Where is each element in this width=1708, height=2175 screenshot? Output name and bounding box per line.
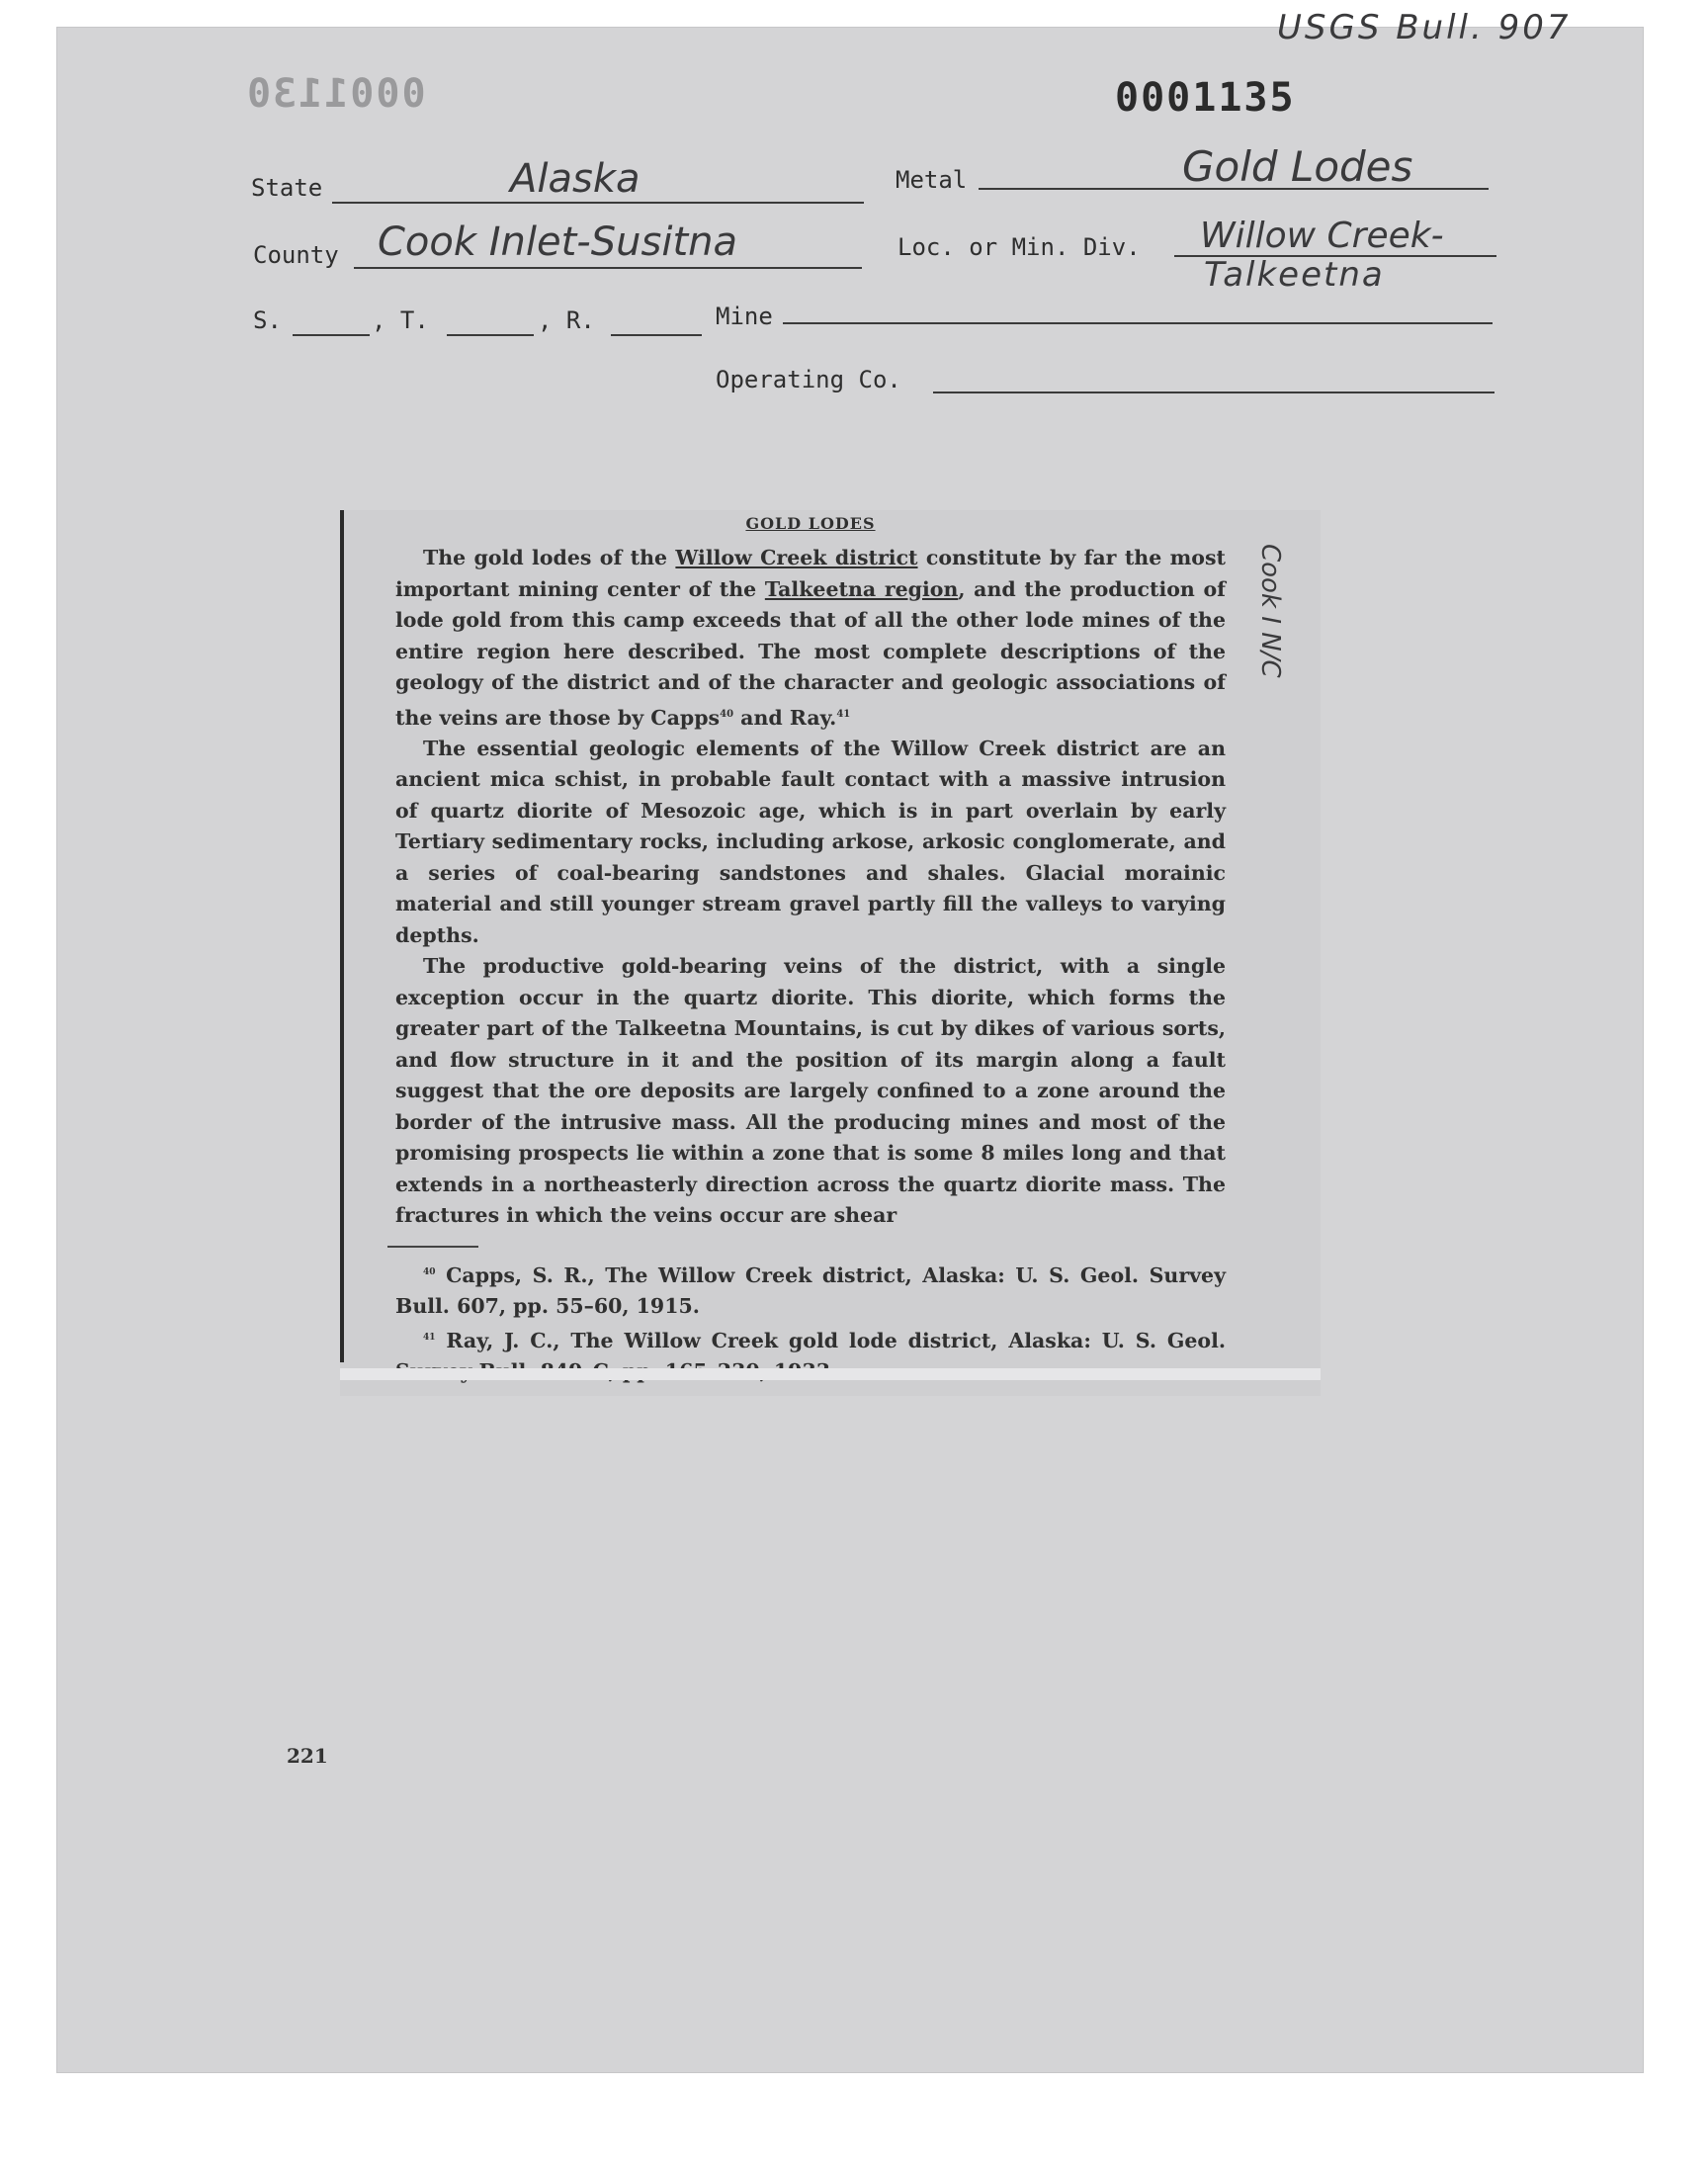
- clipping-left-rule: [340, 510, 344, 1362]
- clipping-bottom-edge: [340, 1368, 1321, 1380]
- willow-creek-underlined: Willow Creek district: [675, 546, 918, 569]
- state-label: State: [251, 174, 323, 202]
- county-value: Cook Inlet-Susitna: [378, 219, 737, 265]
- loc-label: Loc. or Min. Div.: [897, 233, 1141, 261]
- ref-40: 40: [720, 708, 734, 720]
- township-label: , T.: [372, 306, 429, 334]
- metal-label: Metal: [896, 166, 968, 194]
- footnote-rule: [387, 1246, 478, 1248]
- side-note: Cook I N/C: [1255, 544, 1285, 678]
- township-line: [447, 334, 534, 336]
- bulletin-note: USGS Bull. 907: [1277, 8, 1572, 47]
- loc-value-line1: Willow Creek-: [1200, 216, 1444, 256]
- clipping-heading: GOLD LODES: [745, 514, 876, 533]
- talkeetna-underlined: Talkeetna region: [764, 576, 959, 601]
- section-line: [293, 334, 370, 336]
- paragraph-1: The gold lodes of the Willow Creek district constitute by far the most important mining center of the Talkeetna region, and the production of lode gold from this camp exceeds that of all the other lode mines of the entire region here described. The most complete descriptions of the geology of the district and of the character and geologic associations of the veins are those by Capps$^{40}$ and Ray.$^{41}$: [395, 546, 1226, 730]
- paragraph-3: The productive gold-bearing veins of the district, with a single exception occur in the quartz diorite. This diorite, which forms the greater part of the Talkeetna Mountains, is cut by dikes of various sorts, and flow structure in it and the position of its margin along a fault suggest that the ore deposits are largely confined to a zone around the border of the intrusive mass. All the producing mines and most of the promising prospects lie within a zone that is some 8 miles long and that extends in a northeasterly direction across the quartz diorite mass. The fractures in which the veins occur are shear: [395, 954, 1226, 1228]
- state-line: [332, 202, 864, 204]
- county-label: County: [253, 241, 339, 269]
- faint-stamp: 0001130: [245, 71, 426, 117]
- mine-label: Mine: [716, 303, 773, 330]
- loc-value-line2: Talkeetna: [1204, 255, 1385, 295]
- range-label: , R.: [538, 306, 595, 334]
- footnote-1: $^{40}$ Capps, S. R., The Willow Creek district, Alaska: U. S. Geol. Survey Bull. 607, pp. 55–60, 1915.: [395, 1262, 1226, 1319]
- text-clipping: [340, 510, 1321, 1396]
- record-number-stamp: 0001135: [1115, 75, 1296, 121]
- section-label: S.: [253, 306, 282, 334]
- page-number: 221: [287, 1744, 328, 1768]
- operating-label: Operating Co.: [716, 366, 901, 393]
- mine-line: [783, 322, 1493, 324]
- metal-value: Gold Lodes: [1182, 142, 1413, 191]
- county-line: [354, 267, 862, 269]
- clipping-article: [395, 510, 1226, 1387]
- state-value: Alaska: [510, 156, 640, 202]
- ref-41: 41: [836, 708, 851, 720]
- paragraph-2: The essential geologic elements of the Willow Creek district are an ancient mica schist, in probable fault contact with a massive intrusion of quartz diorite of Mesozoic age, which is in part overlain by early Tertiary sedimentary rocks, including arkose, arkosic conglomerate, and a series of coal-bearing sandstones and shales. Glacial morainic material and still younger stream gravel partly fill the valleys to varying depths.: [395, 736, 1226, 947]
- range-line: [611, 334, 702, 336]
- operating-line: [933, 392, 1494, 393]
- footnote-2: $^{41}$ Ray, J. C., The Willow Creek gold lode district, Alaska: U. S. Geol.: [423, 1328, 1226, 1352]
